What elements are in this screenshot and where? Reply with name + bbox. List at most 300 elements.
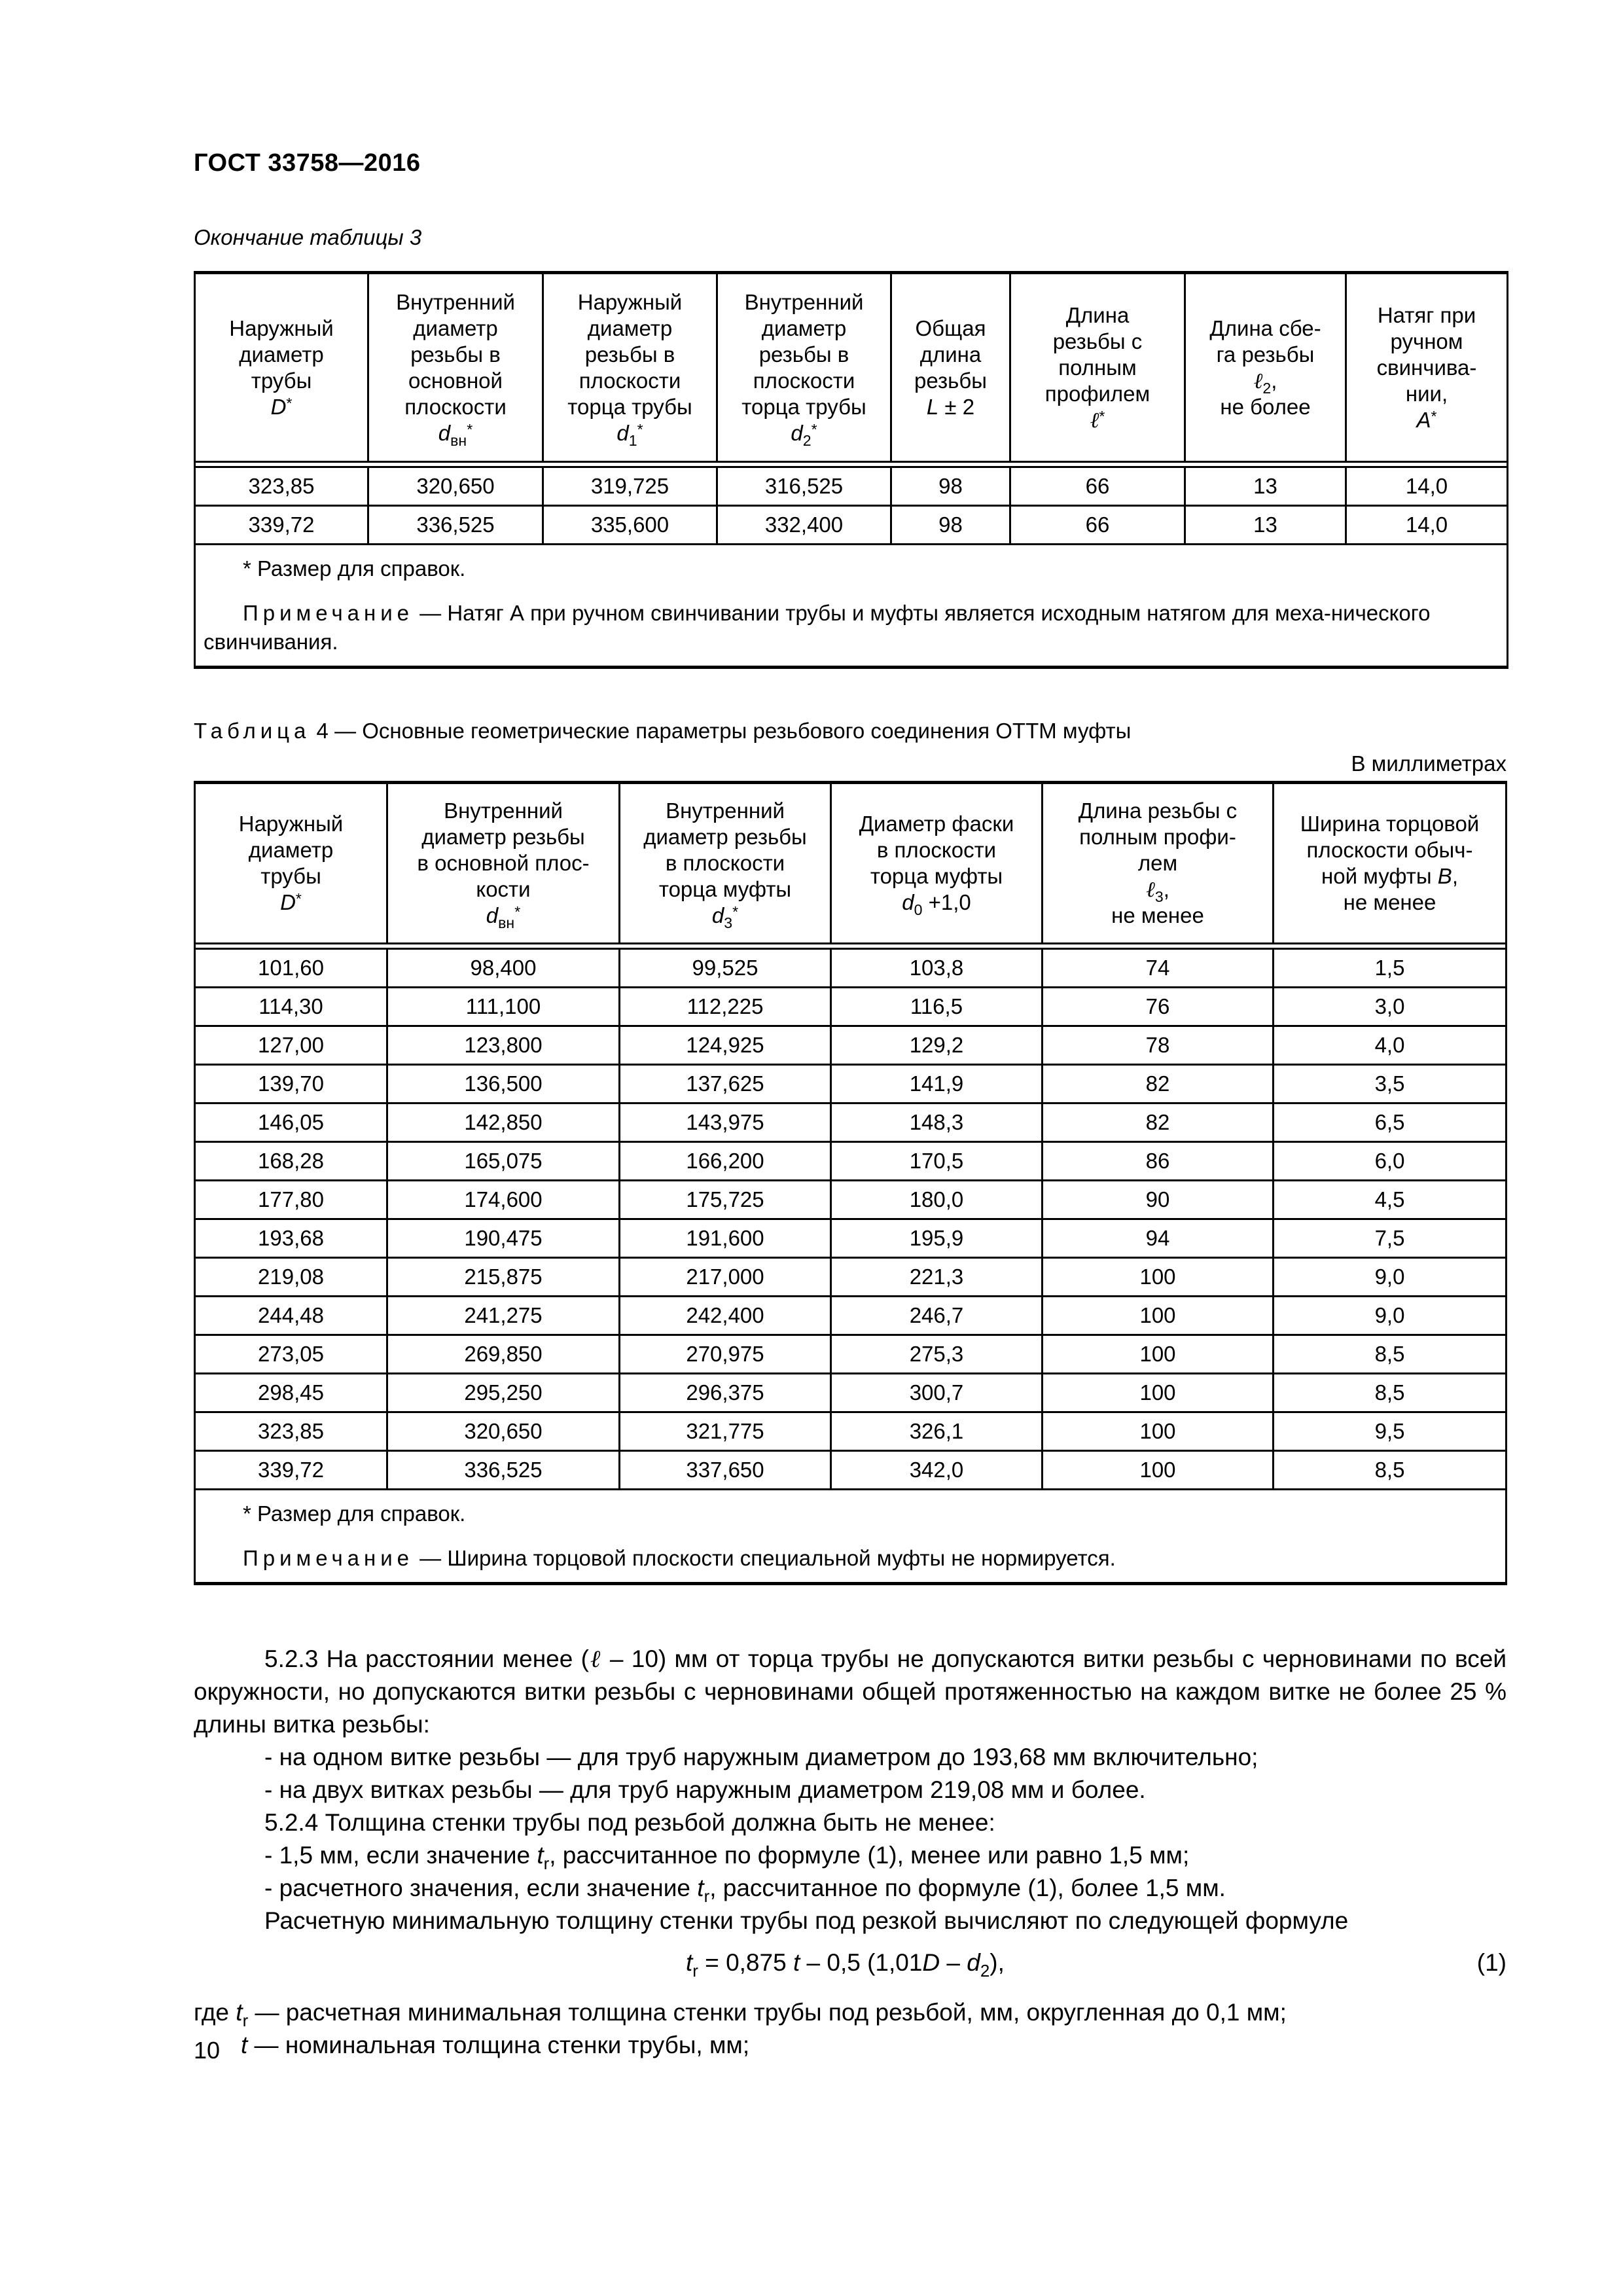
column-header-qualifier: не более xyxy=(1220,394,1311,419)
t-symbol: t xyxy=(241,2032,248,2058)
symbol-subscript: 3 xyxy=(1154,888,1164,906)
table-cell: 320,650 xyxy=(368,467,543,506)
column-header-line: плоскости xyxy=(579,368,681,393)
tr-subscript: r xyxy=(242,2012,249,2031)
column-header-line: трубы xyxy=(251,368,312,393)
table-cell: 94 xyxy=(1043,1219,1274,1258)
table3-notes xyxy=(195,545,1508,668)
definition-t xyxy=(194,2029,1507,2062)
table-cell: 4,5 xyxy=(1274,1181,1507,1219)
table-cell: 76 xyxy=(1043,988,1274,1026)
table-cell: 6,0 xyxy=(1274,1142,1507,1181)
table-cell: 270,975 xyxy=(620,1335,831,1374)
table-cell: 190,475 xyxy=(387,1219,620,1258)
symbol: d xyxy=(711,903,724,927)
ell-symbol: ℓ xyxy=(588,1645,602,1673)
table-cell: 146,05 xyxy=(195,1103,387,1142)
table-cell: 273,05 xyxy=(195,1335,387,1374)
column-header-line: диаметр xyxy=(239,342,324,367)
column-header-line: в плоскости xyxy=(665,851,785,875)
table-cell: 336,525 xyxy=(368,506,543,545)
table-row xyxy=(195,1258,1507,1297)
column-header-line: трубы xyxy=(260,864,321,888)
table-cell: 337,650 xyxy=(620,1451,831,1490)
symbol-subscript: вн xyxy=(450,431,467,449)
table-cell: 90 xyxy=(1043,1181,1274,1219)
column-header xyxy=(1185,273,1346,462)
table4-body xyxy=(195,944,1507,1490)
symbol: ℓ xyxy=(1253,367,1263,393)
paragraph-calc: Расчетную минимальную толщину стенки трубы под резкой вычисляют по следующей формуле xyxy=(264,1907,1349,1934)
formula-d-subscript: 2 xyxy=(980,1962,990,1981)
formula-t: t xyxy=(793,1949,800,1976)
table-row xyxy=(195,1335,1507,1374)
table4-caption-text: 4 — Основные геометрические параметры резьбового соединения ОТТМ муфты xyxy=(310,719,1132,743)
column-symbol xyxy=(1190,367,1341,397)
table-cell: 100 xyxy=(1043,1297,1274,1335)
definition-tr-text: — расчетная минимальная толщина стенки трубы под резьбой, мм, округленная до 0,1 мм; xyxy=(248,1999,1287,2026)
table-cell: 111,100 xyxy=(387,988,620,1026)
table4-header-row xyxy=(195,783,1507,944)
column-header-line: торца трубы xyxy=(741,394,866,419)
column-header xyxy=(1346,273,1508,462)
table-cell: 136,500 xyxy=(387,1065,620,1103)
document-title: ГОСТ 33758—2016 xyxy=(194,149,421,177)
table-cell: 100 xyxy=(1043,1258,1274,1297)
table-cell: 316,525 xyxy=(717,467,891,506)
column-header-line: диаметр резьбы xyxy=(643,825,807,849)
table-cell: 8,5 xyxy=(1274,1451,1507,1490)
column-symbol xyxy=(200,394,363,420)
table-cell: 66 xyxy=(1010,467,1185,506)
table-cell: 13 xyxy=(1185,467,1346,506)
symbol: d xyxy=(438,420,451,445)
column-header-line: Наружный xyxy=(238,812,344,836)
table-cell: 3,0 xyxy=(1274,988,1507,1026)
table-cell: 165,075 xyxy=(387,1142,620,1181)
column-header-line: Длина сбе- xyxy=(1209,315,1321,340)
column-header xyxy=(1010,273,1185,462)
symbol: A xyxy=(1416,407,1431,432)
column-header-qualifier: не менее xyxy=(1343,890,1436,914)
tr-symbol: t xyxy=(236,1999,243,2026)
symbol-suffix: , xyxy=(1271,368,1277,393)
column-header-line: нии, xyxy=(1405,381,1448,406)
column-header-line: полным профи- xyxy=(1079,825,1236,849)
column-header-line: диаметр резьбы xyxy=(421,825,585,849)
table-row xyxy=(195,1412,1507,1451)
column-symbol xyxy=(200,889,382,916)
bullet-one-turn: - на одном витке резьбы — для труб наружным диаметром до 193,68 мм включительно; xyxy=(264,1744,1258,1770)
table-row xyxy=(195,1219,1507,1258)
column-symbol xyxy=(548,420,712,449)
table4-caption-label: Таблица xyxy=(194,719,311,743)
column-symbol xyxy=(624,903,826,932)
symbol-suffix: * xyxy=(732,903,739,920)
table-cell: 300,7 xyxy=(831,1374,1043,1412)
table-cell: 9,5 xyxy=(1274,1412,1507,1451)
table-cell: 168,28 xyxy=(195,1142,387,1181)
header-separator xyxy=(195,944,1507,949)
column-header-line: резьбы в xyxy=(758,342,849,367)
formula-part4: ), xyxy=(990,1949,1005,1976)
table-cell: 8,5 xyxy=(1274,1374,1507,1412)
column-header xyxy=(543,273,717,462)
column-header-line: Внутренний xyxy=(666,798,785,823)
table-cell: 1,5 xyxy=(1274,949,1507,988)
table4-footnote: * Размер для справок. xyxy=(243,1501,466,1526)
column-header-line: плоскости xyxy=(753,368,855,393)
column-header-line: Натяг при xyxy=(1377,302,1476,327)
column-header-line: Длина резьбы с xyxy=(1078,798,1238,823)
symbol-suffix: * xyxy=(811,420,817,438)
table-cell: 242,400 xyxy=(620,1297,831,1335)
symbol: d xyxy=(902,890,914,914)
table-cell: 342,0 xyxy=(831,1451,1043,1490)
b4-text-a: - расчетного значения, если значение xyxy=(264,1874,698,1901)
table-cell: 143,975 xyxy=(620,1103,831,1142)
table3-note xyxy=(204,599,1467,656)
table-cell: 98 xyxy=(891,467,1010,506)
column-symbol xyxy=(1351,407,1503,433)
table-cell: 275,3 xyxy=(831,1335,1043,1374)
tr-symbol: t xyxy=(697,1874,704,1901)
table-cell: 9,0 xyxy=(1274,1258,1507,1297)
table-cell: 7,5 xyxy=(1274,1219,1507,1258)
symbol-suffix: * xyxy=(1099,407,1105,425)
symbol: D xyxy=(280,890,296,914)
table3-note-label: Примечание xyxy=(243,601,414,625)
column-header-line: торца муфты xyxy=(658,877,792,901)
symbol-subscript: вн xyxy=(498,914,515,932)
column-header-line: плоскости xyxy=(404,394,507,419)
symbol-subscript: 2 xyxy=(802,431,812,449)
table-cell: 14,0 xyxy=(1346,506,1508,545)
column-symbol xyxy=(722,420,886,449)
column-header-line: в основной плос- xyxy=(417,851,590,875)
column-header xyxy=(891,273,1010,462)
table3-footnote: * Размер для справок. xyxy=(243,556,466,581)
table-cell: 180,0 xyxy=(831,1181,1043,1219)
column-header-line: профилем xyxy=(1044,381,1150,406)
table-cell: 148,3 xyxy=(831,1103,1043,1142)
column-header-line: Диаметр фаски xyxy=(859,812,1014,836)
table-cell: 195,9 xyxy=(831,1219,1043,1258)
table-row xyxy=(195,1103,1507,1142)
table-cell: 14,0 xyxy=(1346,467,1508,506)
column-header-line: основной xyxy=(408,368,503,393)
symbol-subscript: 2 xyxy=(1262,379,1272,397)
table4-caption xyxy=(194,719,1131,744)
symbol-suffix: * xyxy=(467,420,473,438)
table4-note-label: Примечание xyxy=(243,1546,414,1570)
column-header xyxy=(717,273,891,462)
paragraph-5-2-4: 5.2.4 Толщина стенки трубы под резьбой должна быть не менее: xyxy=(264,1809,995,1836)
column-symbol xyxy=(896,394,1005,420)
formula-lhs-symbol: t xyxy=(686,1949,693,1976)
bullet-calculated xyxy=(194,1872,1507,1905)
tr-subscript: r xyxy=(543,1855,550,1874)
column-header-line: кости xyxy=(476,877,531,901)
table-cell: 339,72 xyxy=(195,1451,387,1490)
symbol-suffix: +1,0 xyxy=(922,890,971,914)
table-cell: 116,5 xyxy=(831,988,1043,1026)
symbol-suffix: , xyxy=(1452,864,1458,888)
header-separator-cell xyxy=(195,944,1507,949)
table-row xyxy=(195,1297,1507,1335)
header-separator-cell xyxy=(195,462,1508,467)
table-cell: 336,525 xyxy=(387,1451,620,1490)
symbol-subscript: 0 xyxy=(914,901,923,919)
table3-notes-row xyxy=(195,545,1508,668)
b4-text-b: , рассчитанное по формуле (1), более 1,5 мм. xyxy=(709,1874,1226,1901)
table-row xyxy=(195,1142,1507,1181)
table-row xyxy=(195,1181,1507,1219)
table-cell: 129,2 xyxy=(831,1026,1043,1065)
table-cell: 339,72 xyxy=(195,506,368,545)
column-header-line: резьбы в xyxy=(584,342,675,367)
table-cell: 193,68 xyxy=(195,1219,387,1258)
table4-note xyxy=(204,1544,1466,1573)
table4-notes-row xyxy=(195,1490,1507,1584)
column-header-line: Длина xyxy=(1065,302,1130,327)
column-header xyxy=(195,783,387,944)
formula-part2: – 0,5 (1,01 xyxy=(800,1949,923,1976)
table-cell: 170,5 xyxy=(831,1142,1043,1181)
symbol-suffix: ± 2 xyxy=(938,394,975,419)
table-cell: 191,600 xyxy=(620,1219,831,1258)
column-symbol xyxy=(392,903,615,932)
table-cell: 141,9 xyxy=(831,1065,1043,1103)
symbol-subscript: 3 xyxy=(724,914,733,932)
table-cell: 82 xyxy=(1043,1065,1274,1103)
table-cell: 326,1 xyxy=(831,1412,1043,1451)
table-3 xyxy=(194,271,1508,669)
table-cell: 332,400 xyxy=(717,506,891,545)
column-header-line: ручном xyxy=(1390,329,1463,353)
column-header-line: длина xyxy=(919,342,982,367)
column-header xyxy=(1043,783,1274,944)
table-cell: 319,725 xyxy=(543,467,717,506)
column-symbol xyxy=(1278,863,1501,889)
column-header xyxy=(831,783,1043,944)
symbol-subscript: 1 xyxy=(628,431,637,449)
definition-t-text: — номинальная толщина стенки трубы, мм; xyxy=(247,2032,750,2058)
column-header-line: диаметр xyxy=(413,315,498,340)
paragraph-5-2-3 xyxy=(194,1643,1507,1741)
column-header-line: га резьбы xyxy=(1216,342,1315,367)
table-cell: 101,60 xyxy=(195,949,387,988)
table-row xyxy=(195,1026,1507,1065)
column-header xyxy=(195,273,368,462)
symbol: d xyxy=(616,420,629,445)
formula-D: D xyxy=(922,1949,940,1976)
column-header-line: Внутренний xyxy=(396,289,515,314)
symbol: ℓ xyxy=(1090,406,1099,433)
table-cell: 123,800 xyxy=(387,1026,620,1065)
symbol-suffix: * xyxy=(514,903,521,920)
column-header-line: полным xyxy=(1058,355,1137,380)
column-header-line: Внутренний xyxy=(444,798,563,823)
table-cell: 219,08 xyxy=(195,1258,387,1297)
table-cell: 100 xyxy=(1043,1335,1274,1374)
formula-definitions xyxy=(194,1996,1507,2062)
table-cell: 100 xyxy=(1043,1451,1274,1490)
column-header xyxy=(620,783,831,944)
table-cell: 215,875 xyxy=(387,1258,620,1297)
table-cell: 177,80 xyxy=(195,1181,387,1219)
table-cell: 320,650 xyxy=(387,1412,620,1451)
column-header-line: резьбы xyxy=(914,368,987,393)
table3-body xyxy=(195,462,1508,545)
table-row xyxy=(195,1065,1507,1103)
table-cell: 217,000 xyxy=(620,1258,831,1297)
table-cell: 100 xyxy=(1043,1374,1274,1412)
table-cell: 269,850 xyxy=(387,1335,620,1374)
table-4 xyxy=(194,781,1507,1585)
table-cell: 296,375 xyxy=(620,1374,831,1412)
column-header-line: Наружный xyxy=(577,289,683,314)
formula-d: d xyxy=(967,1949,980,1976)
table4-note-text: — Ширина торцовой плоскости специальной муфты не нормируется. xyxy=(414,1546,1116,1570)
bullet-min-1-5 xyxy=(194,1839,1507,1872)
section-5-2-3 xyxy=(194,1643,1507,1937)
column-symbol xyxy=(373,420,538,449)
column-header-line: резьбы с xyxy=(1052,329,1143,353)
column-header-line: в плоскости xyxy=(876,838,997,862)
table-cell: 78 xyxy=(1043,1026,1274,1065)
table-cell: 103,8 xyxy=(831,949,1043,988)
table3-note-text: — Натяг А при ручном свинчивании трубы и муфты является исходным натягом для меха-нического свинчивания. xyxy=(204,601,1431,654)
tr-subscript: r xyxy=(704,1888,710,1907)
table-cell: 298,45 xyxy=(195,1374,387,1412)
symbol-suffix: * xyxy=(637,420,643,438)
table-cell: 8,5 xyxy=(1274,1335,1507,1374)
table-cell: 241,275 xyxy=(387,1297,620,1335)
b3-text-b: , рассчитанное по формуле (1), менее или равно 1,5 мм; xyxy=(549,1842,1190,1869)
symbol: d xyxy=(486,903,499,927)
formula-lhs-subscript: r xyxy=(692,1962,698,1981)
column-header xyxy=(368,273,543,462)
table3-header-row xyxy=(195,273,1508,462)
table-row xyxy=(195,1374,1507,1412)
table-cell: 82 xyxy=(1043,1103,1274,1142)
table-cell: 174,600 xyxy=(387,1181,620,1219)
table-cell: 100 xyxy=(1043,1412,1274,1451)
column-header-line: торца муфты xyxy=(870,864,1003,888)
column-header xyxy=(387,783,620,944)
table-row xyxy=(195,949,1507,988)
column-header-line: лем xyxy=(1137,851,1178,875)
symbol-suffix: , xyxy=(1163,877,1169,901)
column-header-line: свинчива- xyxy=(1376,355,1477,380)
table-cell: 112,225 xyxy=(620,988,831,1026)
table-cell: 86 xyxy=(1043,1142,1274,1181)
column-header-line: Общая xyxy=(915,315,986,340)
table-cell: 99,525 xyxy=(620,949,831,988)
table-cell: 9,0 xyxy=(1274,1297,1507,1335)
table4-units: В миллиметрах xyxy=(1351,751,1507,776)
table-cell: 244,48 xyxy=(195,1297,387,1335)
table-cell: 246,7 xyxy=(831,1297,1043,1335)
table-cell: 98,400 xyxy=(387,949,620,988)
column-header-tail: ной муфты xyxy=(1321,864,1438,888)
definition-tr xyxy=(194,1996,1507,2029)
table-cell: 321,775 xyxy=(620,1412,831,1451)
column-symbol xyxy=(836,889,1037,919)
table-cell: 127,00 xyxy=(195,1026,387,1065)
table-cell: 323,85 xyxy=(195,467,368,506)
symbol-suffix: * xyxy=(286,394,293,412)
formula-expression xyxy=(686,1949,1005,1981)
table4-notes xyxy=(195,1490,1507,1584)
table-row xyxy=(195,988,1507,1026)
table-cell: 124,925 xyxy=(620,1026,831,1065)
table-row xyxy=(195,467,1508,506)
b3-text-a: - 1,5 мм, если значение xyxy=(264,1842,537,1869)
symbol-suffix: * xyxy=(1431,407,1437,425)
table-cell: 166,200 xyxy=(620,1142,831,1181)
table-cell: 175,725 xyxy=(620,1181,831,1219)
table-cell: 6,5 xyxy=(1274,1103,1507,1142)
column-header xyxy=(1274,783,1507,944)
column-header-line: плоскости обыч- xyxy=(1306,838,1473,862)
table-cell: 335,600 xyxy=(543,506,717,545)
page-number: 10 xyxy=(194,2037,221,2064)
table-cell: 3,5 xyxy=(1274,1065,1507,1103)
formula-part1: = 0,875 xyxy=(698,1949,793,1976)
formula-number: (1) xyxy=(1476,1949,1507,1976)
symbol-suffix: * xyxy=(295,889,302,907)
table-row xyxy=(195,1451,1507,1490)
table-cell: 295,250 xyxy=(387,1374,620,1412)
header-separator xyxy=(195,462,1508,467)
column-header-line: диаметр xyxy=(761,315,847,340)
table-cell: 98 xyxy=(891,506,1010,545)
table-cell: 74 xyxy=(1043,949,1274,988)
bullet-two-turns: - на двух витках резьбы — для труб наружным диаметром 219,08 мм и более. xyxy=(264,1776,1146,1803)
symbol: ℓ xyxy=(1146,876,1155,902)
symbol: B xyxy=(1437,864,1452,888)
column-header-qualifier: не менее xyxy=(1111,903,1204,927)
tr-symbol: t xyxy=(537,1842,544,1869)
where-text: где xyxy=(194,1999,236,2026)
column-header-line: Наружный xyxy=(229,315,334,340)
table-cell: 4,0 xyxy=(1274,1026,1507,1065)
table-cell: 114,30 xyxy=(195,988,387,1026)
table-cell: 323,85 xyxy=(195,1412,387,1451)
p523-text-b: – 10) мм от торца трубы не допускаются витки резьбы с черновинами по всей окружности, но допускаются витки резьбы с черновинами общей протяженностью на каждом витке не более 25 % длины витка резьбы: xyxy=(194,1645,1507,1738)
table-cell: 139,70 xyxy=(195,1065,387,1103)
table-cell: 221,3 xyxy=(831,1258,1043,1297)
symbol: L xyxy=(926,394,939,419)
column-header-line: Ширина торцовой xyxy=(1300,812,1480,836)
table-cell: 13 xyxy=(1185,506,1346,545)
column-header-line: торца трубы xyxy=(567,394,692,419)
table-cell: 137,625 xyxy=(620,1065,831,1103)
p523-text-a: 5.2.3 На расстоянии менее ( xyxy=(264,1645,589,1672)
column-header-line: резьбы в xyxy=(410,342,501,367)
table3-continuation-caption: Окончание таблицы 3 xyxy=(194,225,422,249)
table-row xyxy=(195,506,1508,545)
column-header-line: диаметр xyxy=(248,838,334,862)
symbol: d xyxy=(791,420,803,445)
symbol: D xyxy=(270,394,287,419)
formula-part3: – xyxy=(940,1949,967,1976)
column-header-line: Внутренний xyxy=(744,289,864,314)
column-symbol xyxy=(1015,407,1180,433)
column-symbol xyxy=(1047,876,1268,906)
